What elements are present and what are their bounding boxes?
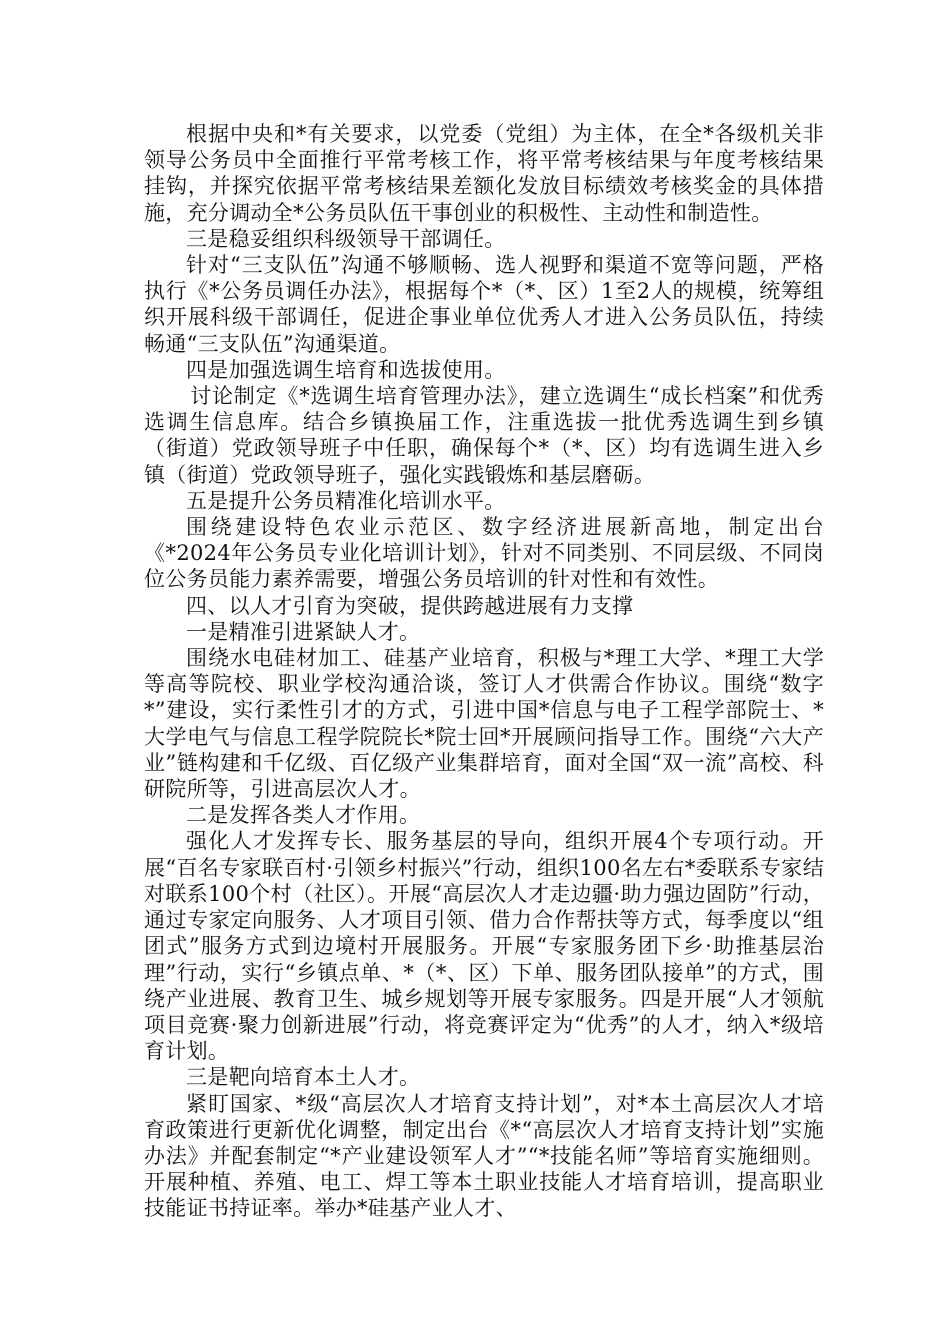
chapter-heading: 四、以人才引育为突破，提供跨越进展有力支撑 xyxy=(186,593,634,618)
section-heading: 一是精准引进紧缺人才。 xyxy=(186,619,421,644)
section-heading: 三是稳妥组织科级领导干部调任。 xyxy=(186,226,506,251)
paragraph: 针对“三支队伍”沟通不够顺畅、选人视野和渠道不宽等问题，严格执行《*公务员调任办法》，根据每个*（*、区）1至2人的规模，统筹组织开展科级干部调任，促进企事业单位优秀人才进入公务员队伍，持续畅通“三支队伍”沟通渠道。 xyxy=(144,253,824,356)
paragraph: 紧盯国家、*级“高层次人才培育支持计划”，对*本土高层次人才培育政策进行更新优化调整，制定出台《*“高层次人才培育支持计划”实施办法》并配套制定“*产业建设领军人才”“*技能名师”等培育实施细则。开展种植、养殖、电工、焊工等本土职业技能人才培育培训，提高职业技能证书持证率。举办*硅基产业人才、 xyxy=(144,1091,824,1221)
paragraph: 围绕水电硅材加工、硅基产业培育，积极与*理工大学、*理工大学等高等院校、职业学校沟通洽谈，签订人才供需合作协议。围绕“数字*”建设，实行柔性引才的方式，引进中国*信息与电子工程学部院士、*大学电气与信息工程学院院长*院士回*开展顾问指导工作。围绕“六大产业”链构建和千亿级、百亿级产业集群培育，面对全国“双一流”高校、科研院所等，引进高层次人才。 xyxy=(144,646,824,802)
document-body xyxy=(144,121,824,1222)
paragraph: 围绕建设特色农业示范区、数字经济进展新高地，制定出台《*2024年公务员专业化培训计划》，针对不同类别、不同层级、不同岗位公务员能力素养需要，增强公务员培训的针对性和有效性。 xyxy=(144,515,824,592)
paragraph: 根据中央和*有关要求，以党委（党组）为主体，在全*各级机关非领导公务员中全面推行平常考核工作，将平常考核结果与年度考核结果挂钩，并探究依据平常考核结果差额化发放目标绩效考核奖金的具体措施，充分调动全*公务员队伍干事创业的积极性、主动性和制造性。 xyxy=(144,122,824,225)
section-heading: 四是加强选调生培育和选拔使用。 xyxy=(186,357,506,382)
paragraph: 强化人才发挥专长、服务基层的导向，组织开展4个专项行动。开展“百名专家联百村·引领乡村振兴”行动，组织100名左右*委联系专家结对联系100个村（社区）。开展“高层次人才走边疆·助力强边固防”行动，通过专家定向服务、人才项目引领、借力合作帮扶等方式，每季度以“组团式”服务方式到边境村开展服务。开展“专家服务团下乡·助推基层治理”行动，实行“乡镇点单、*（*、区）下单、服务团队接单”的方式，围绕产业进展、教育卫生、城乡规划等开展专家服务。四是开展“人才领航项目竞赛·聚力创新进展”行动，将竞赛评定为“优秀”的人才，纳入*级培育计划。 xyxy=(144,829,824,1064)
section-heading: 二是发挥各类人才作用。 xyxy=(186,803,421,828)
section-heading: 三是靶向培育本土人才。 xyxy=(186,1065,421,1090)
paragraph: 讨论制定《*选调生培育管理办法》，建立选调生“成长档案”和优秀选调生信息库。结合乡镇换届工作，注重选拔一批优秀选调生到乡镇（街道）党政领导班子中任职，确保每个*（*、区）均有选调生进入乡镇（街道）党政领导班子，强化实践锻炼和基层磨砺。 xyxy=(144,384,824,487)
section-heading: 五是提升公务员精准化培训水平。 xyxy=(186,488,506,513)
